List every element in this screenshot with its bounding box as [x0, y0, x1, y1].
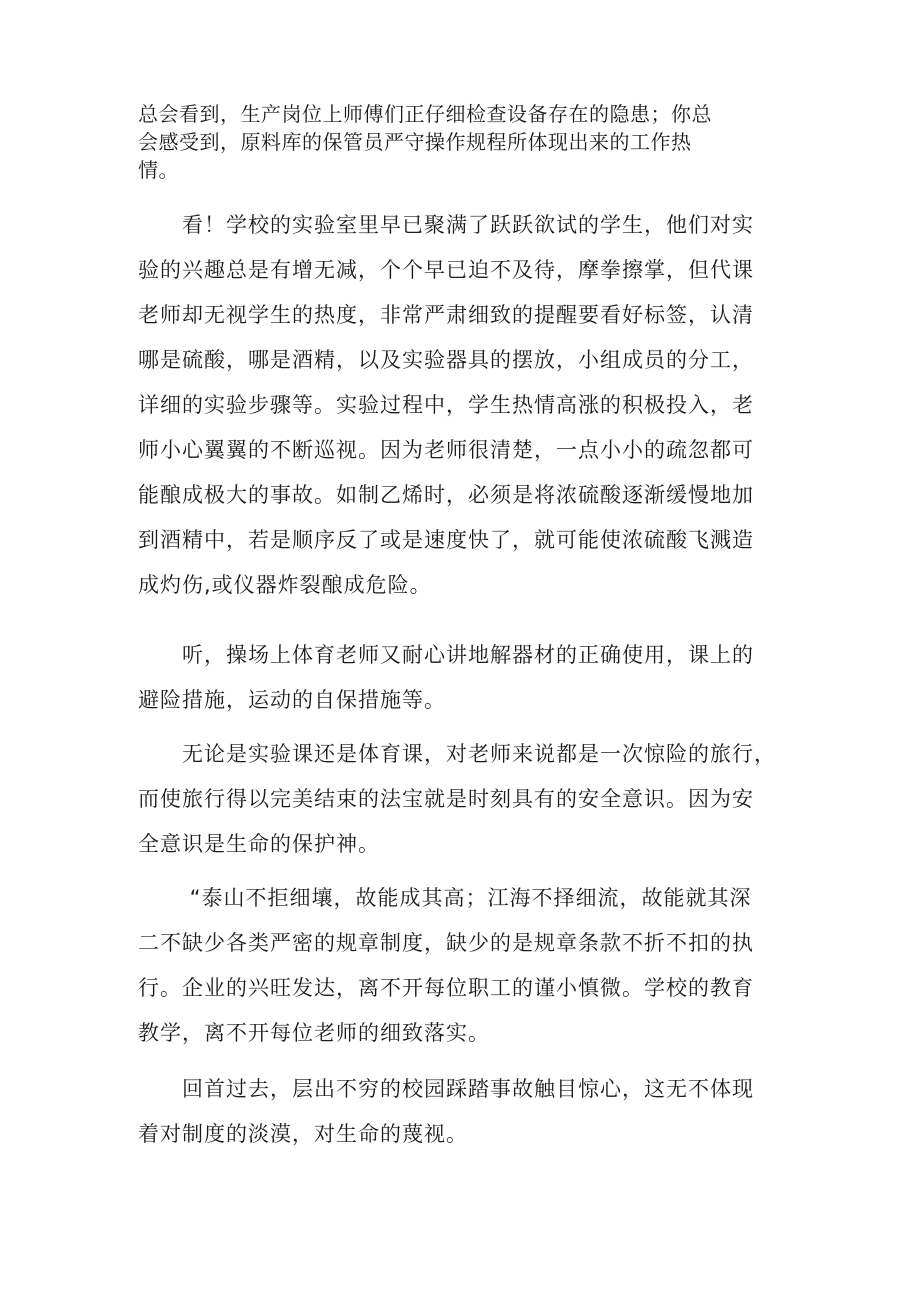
text-line: 能酿成极大的事故。如制乙烯时，必须是将浓硫酸逐渐缓慢地加 — [138, 483, 754, 507]
text-line: 二不缺少各类严密的规章制度，缺少的是规章条款不折不扣的执 — [138, 931, 754, 955]
text-line: 看！学校的实验室里早已聚满了跃跃欲试的学生，他们对实 — [138, 213, 754, 237]
paragraph-6 — [138, 1067, 798, 1157]
text-line: 总会看到，生产岗位上师傅们正仔细检查设备存在的隐患；你总 — [138, 102, 712, 126]
text-line: 详细的实验步骤等。实验过程中，学生热情高涨的积极投入，老 — [138, 393, 754, 417]
text-line: 而使旅行得以完美结束的法宝就是时刻具有的安全意识。因为安 — [138, 787, 754, 811]
text-line: 无论是实验课还是体育课，对老师来说都是一次惊险的旅行， — [138, 742, 776, 766]
text-line: 到酒精中，若是顺序反了或是速度快了，就可能使浓硫酸飞溅造 — [138, 528, 754, 552]
text-line: 避险措施，运动的自保措施等。 — [138, 688, 446, 712]
text-line: “泰山不拒细壤，故能成其高；江海不择细流，故能就其深 — [138, 886, 752, 910]
text-line: 老师却无视学生的热度，非常严肃细致的提醒要看好标签，认清 — [138, 303, 754, 327]
paragraph-1 — [138, 100, 798, 184]
paragraph-5 — [138, 876, 798, 1056]
text-line: 成灼伤,或仪器炸裂酿成危险。 — [138, 573, 432, 597]
text-line: 听，操场上体育老师又耐心讲地解器材的正确使用，课上的 — [138, 643, 754, 667]
paragraph-3 — [138, 633, 798, 723]
text-line: 着对制度的淡漠，对生命的蔑视。 — [138, 1122, 468, 1146]
text-line: 回首过去，层出不穷的校园踩踏事故触目惊心，这无不体现 — [138, 1077, 754, 1101]
text-line: 验的兴趣总是有增无减，个个早已迫不及待，摩拳擦掌，但代课 — [138, 258, 754, 282]
text-line: 行。企业的兴旺发达，离不开每位职工的谨小慎微。学校的教育 — [138, 976, 754, 1000]
paragraph-4 — [138, 732, 798, 867]
text-line: 师小心翼翼的不断巡视。因为老师很清楚，一点小小的疏忽都可 — [138, 438, 754, 462]
text-line: 会感受到，原料库的保管员严守操作规程所体现出来的工作热 — [138, 130, 692, 154]
text-line: 全意识是生命的保护神。 — [138, 832, 380, 856]
text-line: 哪是硫酸，哪是酒精，以及实验器具的摆放，小组成员的分工， — [138, 348, 754, 372]
paragraph-2 — [138, 203, 798, 608]
text-line: 情。 — [138, 158, 179, 182]
text-line: 教学，离不开每位老师的细致落实。 — [138, 1021, 490, 1045]
